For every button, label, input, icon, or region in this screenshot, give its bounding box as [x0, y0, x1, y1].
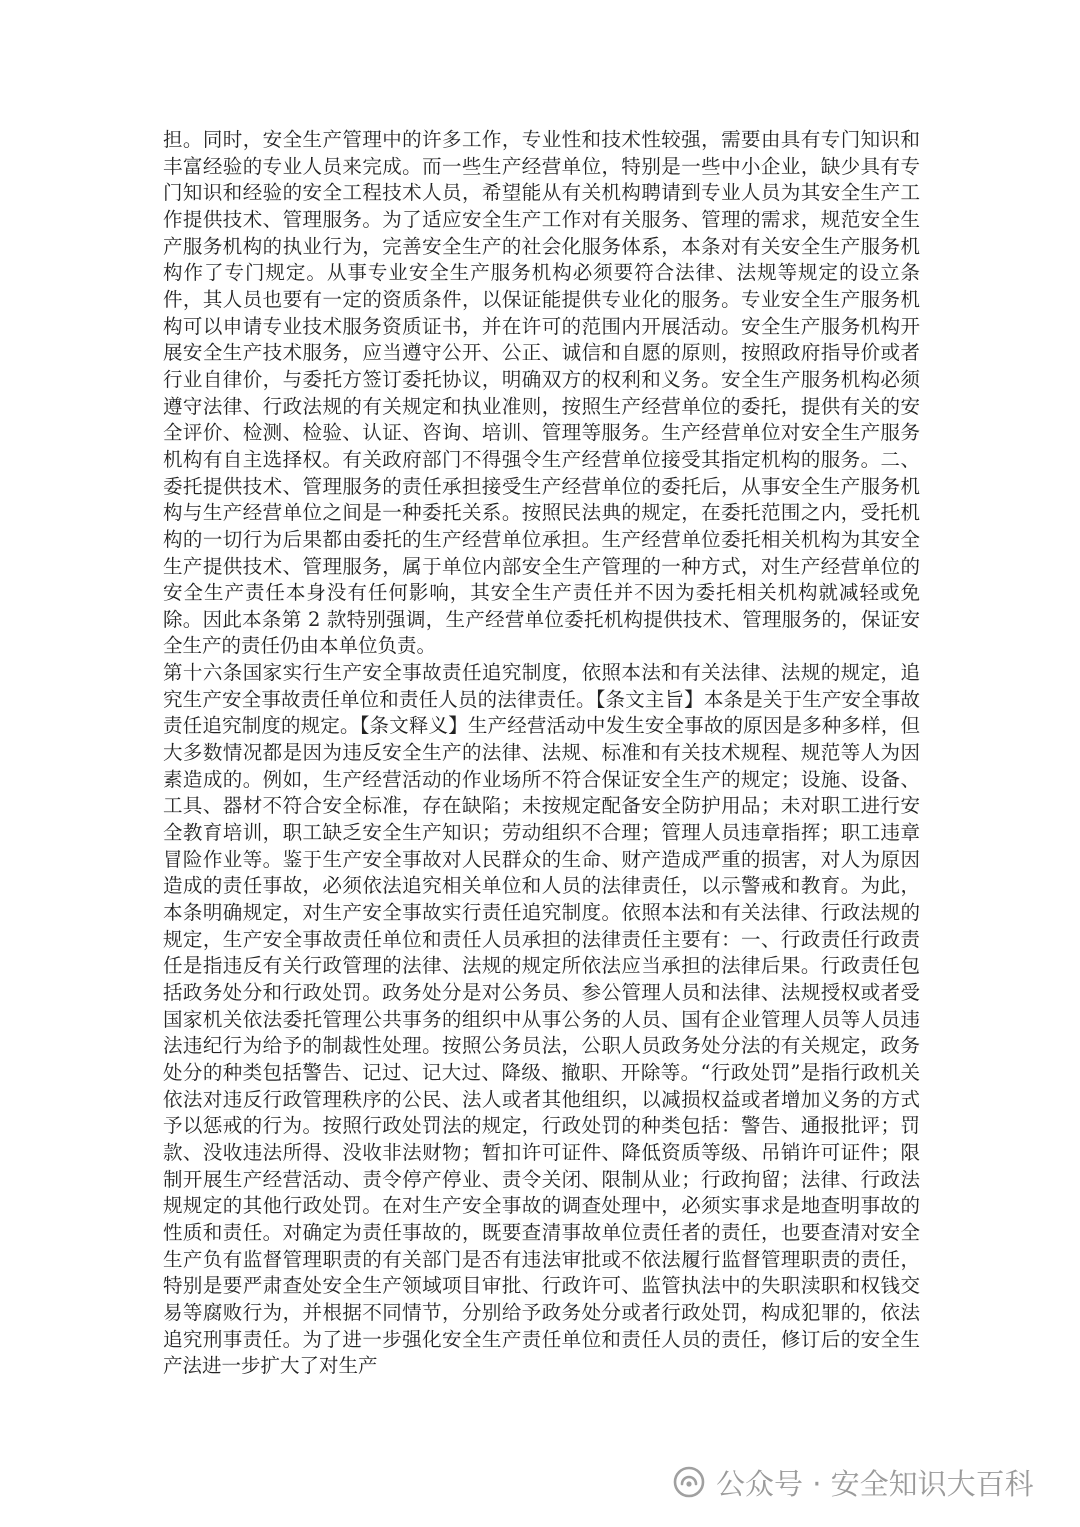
- wechat-official-account-icon: [672, 1465, 706, 1499]
- body-text: [163, 127, 920, 1380]
- watermark-text: 公众号 · 安全知识大百科: [716, 1466, 1034, 1501]
- paragraph: 担。同时，安全生产管理中的许多工作，专业性和技术性较强，需要由具有专门知识和丰富经验的专业人员来完成。而一些生产经营单位，特别是一些中小企业，缺少具有专门知识和经验的安全工程技术人员，希望能从有关机构聘请到专业人员为其安全生产工作提供技术、管理服务。为了适应安全生产工作对有关服务、管理的需求，规范安全生产服务机构的执业行为，完善安全生产的社会化服务体系，本条对有关安全生产服务机构作了专门规定。从事专业安全生产服务机构必须要符合法律、法规等规定的设立条件，其人员也要有一定的资质条件，以保证能提供专业化的服务。专业安全生产服务机构可以申请专业技术服务资质证书，并在许可的范围内开展活动。安全生产服务机构开展安全生产技术服务，应当遵守公开、公正、诚信和自愿的原则，按照政府指导价或者行业自律价，与委托方签订委托协议，明确双方的权利和义务。安全生产服务机构必须遵守法律、行政法规的有关规定和执业准则，按照生产经营单位的委托，提供有关的安全评价、检测、检验、认证、咨询、培训、管理等服务。生产经营单位对安全生产服务机构有自主选择权。有关政府部门不得强令生产经营单位接受其指定机构的服务。二、委托提供技术、管理服务的责任承担接受生产经营单位的委托后，从事安全生产服务机构与生产经营单位之间是一种委托关系。按照民法典的规定，在委托范围之内，受托机构的一切行为后果都由委托的生产经营单位承担。生产经营单位委托相关机构为其安全生产提供技术、管理服务，属于单位内部安全生产管理的一种方式，对生产经营单位的安全生产责任本身没有任何影响，其安全生产责任并不因为委托相关机构就减轻或免除。因此本条第 2 款特别强调，生产经营单位委托机构提供技术、管理服务的，保证安全生产的责任仍由本单位负责。: [163, 128, 920, 658]
- watermark: [672, 1462, 1034, 1502]
- paragraph: 第十六条国家实行生产安全事故责任追究制度，依照本法和有关法律、法规的规定，追究生产安全事故责任单位和责任人员的法律责任。【条文主旨】本条是关于生产安全事故责任追究制度的规定。【条文释义】生产经营活动中发生安全事故的原因是多种多样，但大多数情况都是因为违反安全生产的法律、法规、标准和有关技术规程、规范等人为因素造成的。例如，生产经营活动的作业场所不符合保证安全生产的规定；设施、设备、工具、器材不符合安全标准，存在缺陷；未按规定配备安全防护用品；未对职工进行安全教育培训，职工缺乏安全生产知识；劳动组织不合理；管理人员违章指挥；职工违章冒险作业等。鉴于生产安全事故对人民群众的生命、财产造成严重的损害，对人为原因造成的责任事故，必须依法追究相关单位和人员的法律责任，以示警戒和教育。为此，本条明确规定，对生产安全事故实行责任追究制度。依照本法和有关法律、行政法规的规定，生产安全事故责任单位和责任人员承担的法律责任主要有：一、行政责任行政责任是指违反有关行政管理的法律、法规的规定所依法应当承担的法律后果。行政责任包括政务处分和行政处罚。政务处分是对公务员、参公管理人员和法律、法规授权或者受国家机关依法委托管理公共事务的组织中从事公务的人员、国有企业管理人员等人员违法违纪行为给予的制裁性处理。按照公务员法，公职人员政务处分法的有关规定，政务处分的种类包括警告、记过、记大过、降级、撤职、开除等。“行政处罚”是指行政机关依法对违反行政管理秩序的公民、法人或者其他组织，以减损权益或者增加义务的方式予以惩戒的行为。按照行政处罚法的规定，行政处罚的种类包括：警告、通报批评；罚款、没收违法所得、没收非法财物；暂扣许可证件、降低资质等级、吊销许可证件；限制开展生产经营活动、责令停产停业、责令关闭、限制从业；行政拘留；法律、行政法规规定的其他行政处罚。在对生产安全事故的调查处理中，必须实事求是地查明事故的性质和责任。对确定为责任事故的，既要查清事故单位责任者的责任，也要查清对安全生产负有监督管理职责的有关部门是否有违法审批或不依法履行监督管理职责的责任，特别是要严肃查处安全生产领域项目审批、行政许可、监管执法中的失职渎职和权钱交易等腐败行为，并根据不同情节，分别给予政务处分或者行政处罚，构成犯罪的，依法追究刑事责任。为了进一步强化安全生产责任单位和责任人员的责任，修订后的安全生产法进一步扩大了对生产: [163, 661, 920, 1378]
